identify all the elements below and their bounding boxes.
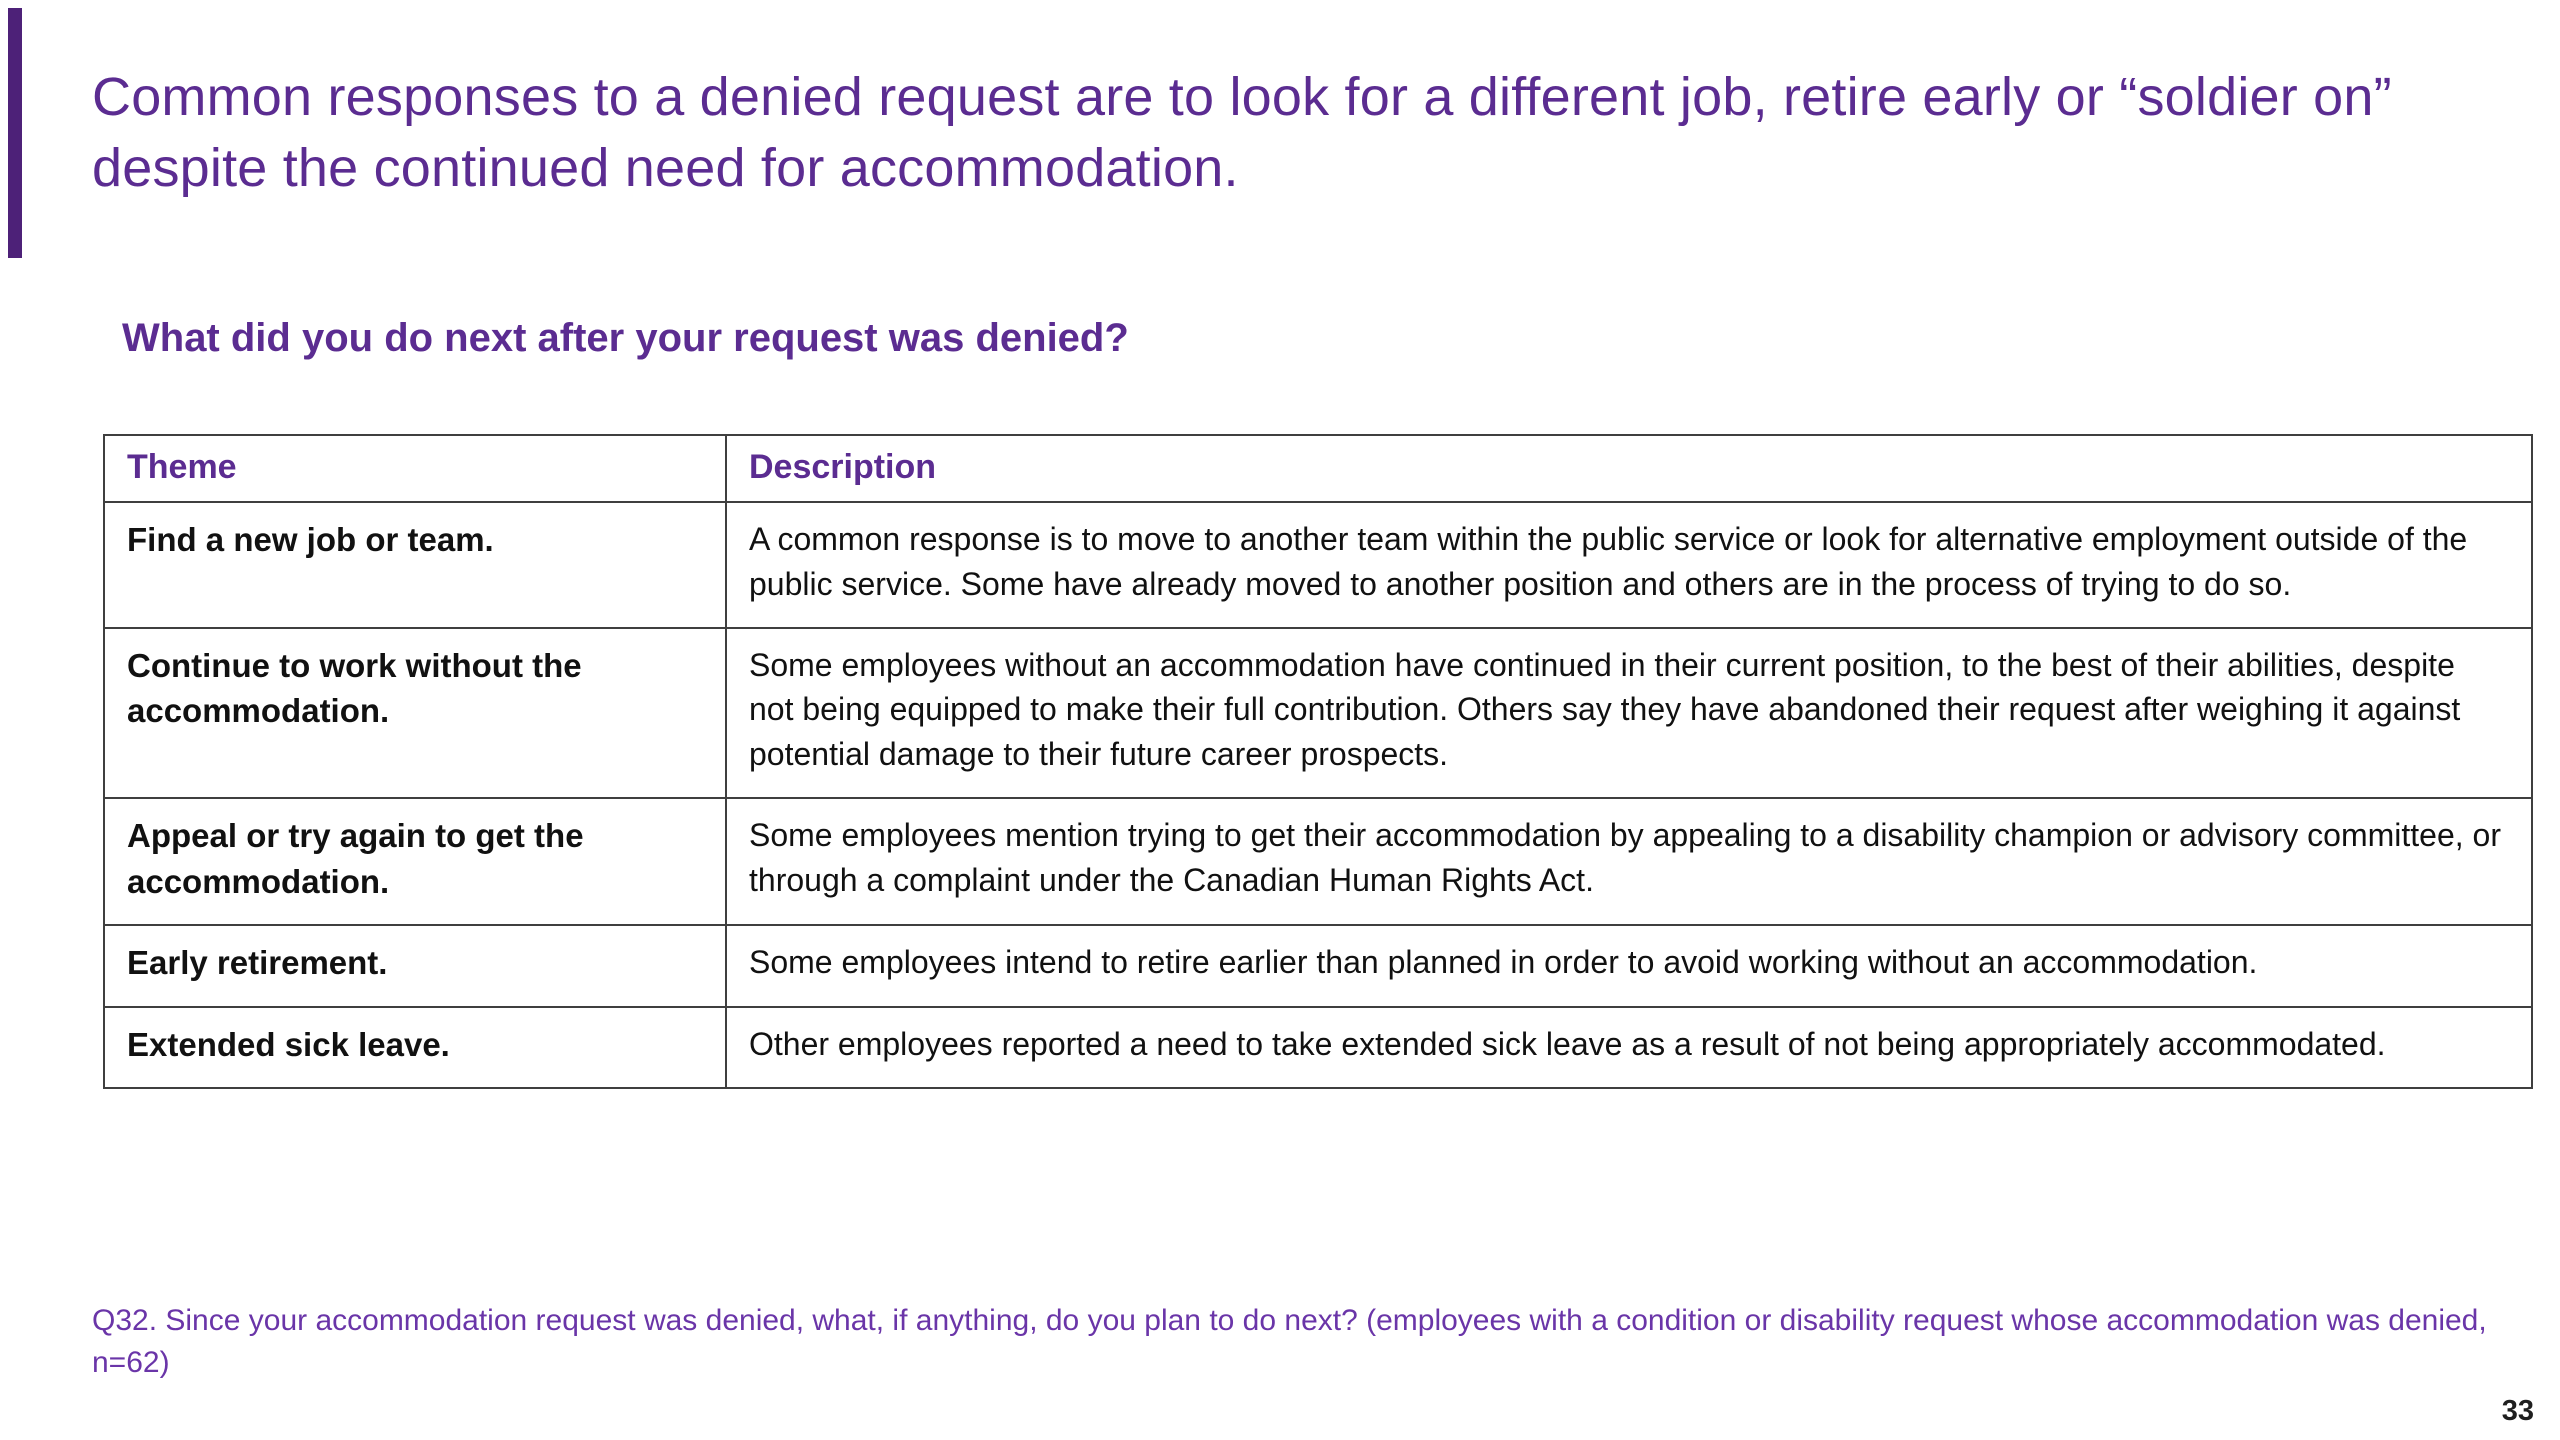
- description-cell: A common response is to move to another team within the public service or look for alternative employment outside of the public service. Some have already moved to another position and others are in the process of trying to do so.: [726, 502, 2532, 628]
- themes-table: [103, 434, 2533, 1089]
- table-row: [104, 1007, 2532, 1089]
- theme-cell: Extended sick leave.: [104, 1007, 726, 1089]
- table-header-row: [104, 435, 2532, 502]
- theme-cell: Early retirement.: [104, 925, 726, 1007]
- table-header-description: Description: [726, 435, 2532, 502]
- page-number: 33: [2501, 1395, 2534, 1427]
- table-row: [104, 925, 2532, 1007]
- description-cell: Some employees intend to retire earlier than planned in order to avoid working without an accommodation.: [726, 925, 2532, 1007]
- description-cell: Some employees without an accommodation have continued in their current position, to the best of their abilities, despite not being equipped to make their full contribution. Others say they have abandoned their request after weighing it against potential damage to their future career prospects.: [726, 628, 2532, 798]
- table-row: [104, 502, 2532, 628]
- table-header-theme: Theme: [104, 435, 726, 502]
- table-row: [104, 798, 2532, 925]
- description-cell: Other employees reported a need to take extended sick leave as a result of not being appropriately accommodated.: [726, 1007, 2532, 1089]
- accent-bar: [8, 8, 22, 258]
- section-heading: What did you do next after your request was denied?: [122, 316, 1129, 360]
- theme-cell: Continue to work without the accommodation.: [104, 628, 726, 798]
- slide-title: Common responses to a denied request are to look for a different job, retire early or “soldier on” despite the continued need for accommodation.: [92, 67, 2392, 199]
- table-row: [104, 628, 2532, 798]
- description-cell: Some employees mention trying to get their accommodation by appealing to a disability champion or advisory committee, or through a complaint under the Canadian Human Rights Act.: [726, 798, 2532, 925]
- theme-cell: Appeal or try again to get the accommodation.: [104, 798, 726, 925]
- footnote: Q32. Since your accommodation request was denied, what, if anything, do you plan to do next? (employees with a condition or disability request whose accommodation was denied, n=62): [92, 1304, 2487, 1379]
- theme-cell: Find a new job or team.: [104, 502, 726, 628]
